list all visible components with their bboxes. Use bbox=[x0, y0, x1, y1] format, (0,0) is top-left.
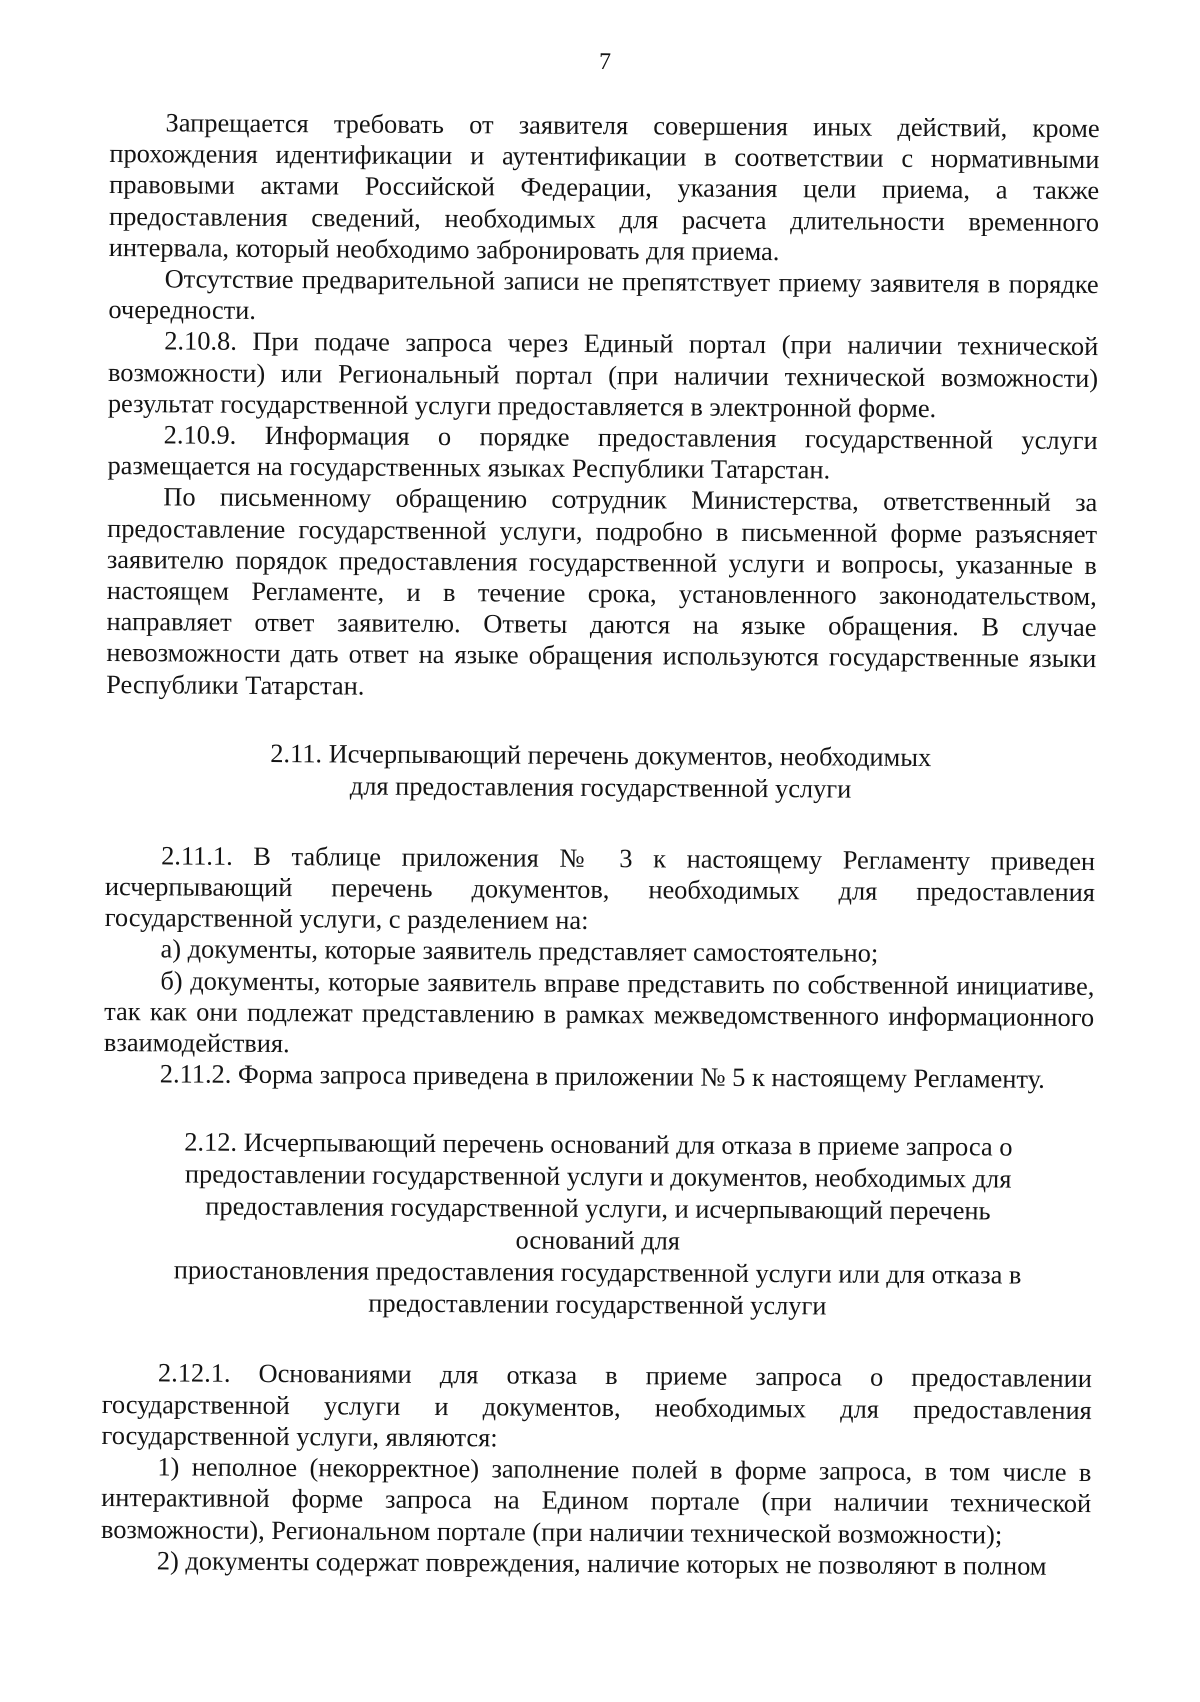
section-heading-2-11 bbox=[105, 736, 1095, 806]
list-item-a: а) документы, которые заявитель представляет самостоятельно; bbox=[160, 933, 879, 969]
heading-line: для предоставления государственной услуги bbox=[349, 770, 852, 804]
paragraph-2-11-2: 2.11.2. Форма запроса приведена в приложении № 5 к настоящему Регламенту. bbox=[159, 1058, 1045, 1095]
list-item-b: б) документы, которые заявитель вправе представить по собственной инициативе, так как они подлежат представлению в рамках межведомственного информационного взаимодействия. bbox=[103, 965, 1095, 1059]
paragraph-2-12-1: 2.12.1. Основаниями для отказа в приеме запроса о предоставлении государственной услуги и документов, необходимых для предоставления государственной услуги, являются: bbox=[101, 1357, 1093, 1453]
heading-line: предоставления государственной услуги, и исчерпывающий перечень оснований для bbox=[205, 1191, 991, 1256]
list-item-2: 2) документы содержат повреждения, наличие которых не позволяют в полном bbox=[156, 1545, 1047, 1581]
list-item-1: 1) неполное (некорректное) заполнение полей в форме запроса, в том числе в интерактивной форме запроса на Едином портале (при наличии технической возможности), Региональном портале (при наличии технической возможности); bbox=[100, 1451, 1092, 1549]
paragraph-no-appointment: Отсутствие предварительной записи не препятствует приему заявителя в порядке очередности. bbox=[108, 263, 1099, 326]
heading-line: 2.11. Исчерпывающий перечень документов, необходимых bbox=[270, 737, 932, 772]
heading-line: 2.12. Исчерпывающий перечень оснований для отказа в приеме запроса о bbox=[184, 1126, 1013, 1163]
paragraph-2-10-9: 2.10.9. Информация о порядке предоставления государственной услуги размещается на государственных языках Республики Татарстан. bbox=[107, 419, 1098, 485]
paragraph-prohibition: Запрещается требовать от заявителя совершения иных действий, кроме прохождения идентификации и аутентификации в соответствии с нормативными правовыми актами Российской Федерации, указания цели приема, а также предоставления сведений, необходимых для расчета длительности временного интервала, который необходимо забронировать для приема. bbox=[108, 107, 1100, 266]
paragraph-written-request: По письменному обращению сотрудник Министерства, ответственный за предоставление государственной услуги, подробно в письменной форме разъясняет заявителю порядок предоставления государственной услуги и вопросы, указанные в настоящем Регламенте, и в течение срока, установленного законодательством, направляет ответ заявителю. Ответы даются на языке обращения. В случае невозможности дать ответ на языке обращения используются государственные языки Республики Татарстан. bbox=[106, 481, 1098, 701]
heading-line: предоставлении государственной услуги bbox=[368, 1288, 827, 1321]
heading-line: приостановления предоставления государственной услуги или для отказа в bbox=[173, 1254, 1022, 1291]
paragraph-2-11-1: 2.11.1. В таблице приложения № 3 к настоящему Регламенту приведен исчерпывающий перечень документов, необходимых для предоставления государственной услуги, с разделением на: bbox=[104, 840, 1096, 936]
heading-line: предоставлении государственной услуги и документов, необходимых для bbox=[184, 1158, 1012, 1195]
paragraph-2-10-8: 2.10.8. При подаче запроса через Единый портал (при наличии технической возможности) или Региональный портал (при наличии технической возможности) результат государственной услуги предоставляется в электронной форме. bbox=[107, 325, 1099, 423]
page-number: 7 bbox=[598, 48, 612, 76]
section-heading-2-12 bbox=[102, 1125, 1093, 1323]
